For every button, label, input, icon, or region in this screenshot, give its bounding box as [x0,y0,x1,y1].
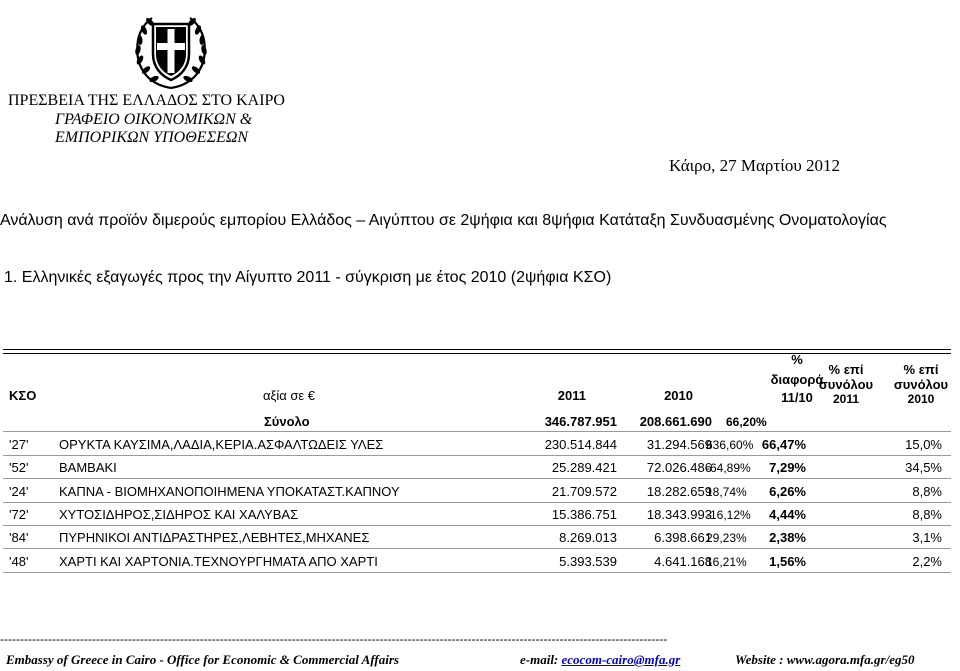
total-2011: 346.787.951 [544,414,617,429]
row-diff: -64,89% [706,461,751,476]
header-diff-line3: 11/10 [781,390,813,405]
row-value-2010: 31.294.569 [646,437,712,452]
greek-coat-of-arms-icon [126,10,216,92]
row-share-2011: 4,44% [769,506,806,522]
header-share2011-line1: % επί [828,362,864,377]
header-value: αξία σε € [263,388,316,403]
row-value-2010: 6.398.661 [654,530,712,546]
row-share-2011: 2,38% [769,530,806,546]
header-share2011-line2: συνόλου [818,377,874,392]
org-name-line1: ΠΡΕΣΒΕΙΑ ΤΗΣ ΕΛΛΑΔΟΣ ΣΤΟ ΚΑΙΡΟ [8,92,285,109]
table-row [3,478,951,479]
header-diff-line1: % [791,352,803,367]
table-row [3,525,951,526]
row-description: ΚΑΠΝΑ - ΒΙΟΜΗΧΑΝΟΠΟΙΗΜΕΝΑ ΥΠΟΚΑΤΑΣΤ.ΚΑΠΝΟΥ [59,483,400,499]
row-diff: 29,23% [706,531,747,546]
header-diff-line2: διαφορά [770,372,824,387]
row-description: ΧΑΡΤΙ ΚΑΙ ΧΑΡΤΟΝΙΑ.ΤΕΧΝΟΥΡΓΗΜΑΤΑ ΑΠΟ ΧΑΡΤΙ [59,553,378,569]
section-title: 1. Ελληνικές εξαγωγές προς την Αίγυπτο 2011 - σύγκριση με έτος 2010 (2ψήφια ΚΣΟ) [4,269,612,286]
footer-email-link[interactable]: ecocom-cairo@mfa.gr [561,652,681,667]
row-code: '84' [9,530,29,546]
row-value-2010: 18.282.659 [646,483,712,499]
row-description: ΒΑΜΒΑΚΙ [59,460,117,476]
total-label: Σύνολο [264,414,310,429]
row-diff: 636,60% [706,438,754,452]
row-description: ΠΥΡΗΝΙΚΟΙ ΑΝΤΙΔΡΑΣΤΗΡΕΣ,ΛΕΒΗΤΕΣ,ΜΗΧΑΝΕΣ [59,530,370,546]
row-diff: 18,74% [706,484,747,499]
table-row [3,455,951,456]
footer-website[interactable]: www.agora.mfa.gr/eg50 [786,652,915,667]
row-share-2010: 8,8% [912,506,942,522]
row-value-2010: 4.641.168 [654,553,712,569]
footer-org: Embassy of Greece in Cairo - Office for Economic & Commercial Affairs [6,652,399,667]
row-description: ΧΥΤΟΣΙΔΗΡΟΣ,ΣΙΔΗΡΟΣ ΚΑΙ ΧΑΛΥΒΑΣ [59,506,299,522]
row-share-2011: 7,29% [769,460,806,476]
header-2011: 2011 [557,388,586,403]
footer-email-label: e-mail: [520,652,559,667]
header-share2010-line2: συνόλου [893,377,949,392]
table-row [3,502,951,503]
table-row [3,548,951,549]
row-value-2011: 230.514.844 [544,437,617,452]
row-diff: 16,21% [706,554,747,569]
row-code: '48' [9,553,29,569]
row-code: '52' [9,460,29,476]
header-code: ΚΣΟ [9,388,37,403]
row-share-2010: 15,0% [905,437,942,452]
row-value-2010: 72.026.486 [646,460,712,476]
row-share-2010: 34,5% [905,460,942,476]
row-share-2010: 8,8% [912,483,942,499]
row-share-2011: 1,56% [769,553,806,569]
header-share2010-line3: 2010 [907,392,935,406]
row-value-2011: 21.709.572 [551,483,617,499]
header-share2010-line1: % επί [903,362,939,377]
row-code: '27' [9,437,29,452]
org-name-line3: ΕΜΠΟΡΙΚΩΝ ΥΠΟΘΕΣΕΩΝ [55,129,249,146]
row-diff: -16,12% [706,507,751,522]
row-share-2011: 6,26% [769,483,806,499]
org-name-line2: ΓΡΑΦΕΙΟ ΟΙΚΟΝΟΜΙΚΩΝ & [55,111,253,128]
row-description: ΟΡΥΚΤΑ ΚΑΥΣΙΜΑ,ΛΑΔΙΑ,ΚΕΡΙΑ.ΑΣΦΑΛΤΩΔΕΙΣ ΥΛΕΣ [59,437,384,452]
total-2010: 208.661.690 [639,414,712,429]
header-share2011-line3: 2011 [832,392,860,406]
row-value-2011: 15.386.751 [551,506,617,522]
total-diff: 66,20% [726,415,767,429]
table-row [3,572,951,573]
table-top-rule [3,349,951,350]
footer-separator: ----------------------------------------------------------------------------------------------------------------------------------------------------------------------- [0,632,668,646]
row-share-2011: 66,47% [761,437,806,452]
row-value-2011: 5.393.539 [559,553,617,569]
row-share-2010: 3,1% [912,530,942,546]
row-code: '72' [9,506,29,522]
footer-website-label: Website : [735,652,784,667]
document-date: Κάιρο, 27 Μαρτίου 2012 [669,156,840,175]
row-value-2011: 25.289.421 [551,460,617,476]
header-2010: 2010 [664,388,693,403]
total-rule [3,431,951,432]
row-value-2010: 18.343.993 [646,506,712,522]
footer-email-block [520,652,680,668]
footer-website-block [735,652,914,668]
row-code: '24' [9,483,29,499]
document-title: Ανάλυση ανά προϊόν διμερούς εμπορίου Ελλάδος – Αιγύπτου σε 2ψήφια και 8ψήφια Κατάταξη Συνδυασμένης Ονοματολογίας [0,212,887,229]
row-share-2010: 2,2% [912,553,942,569]
row-value-2011: 8.269.013 [559,530,617,546]
